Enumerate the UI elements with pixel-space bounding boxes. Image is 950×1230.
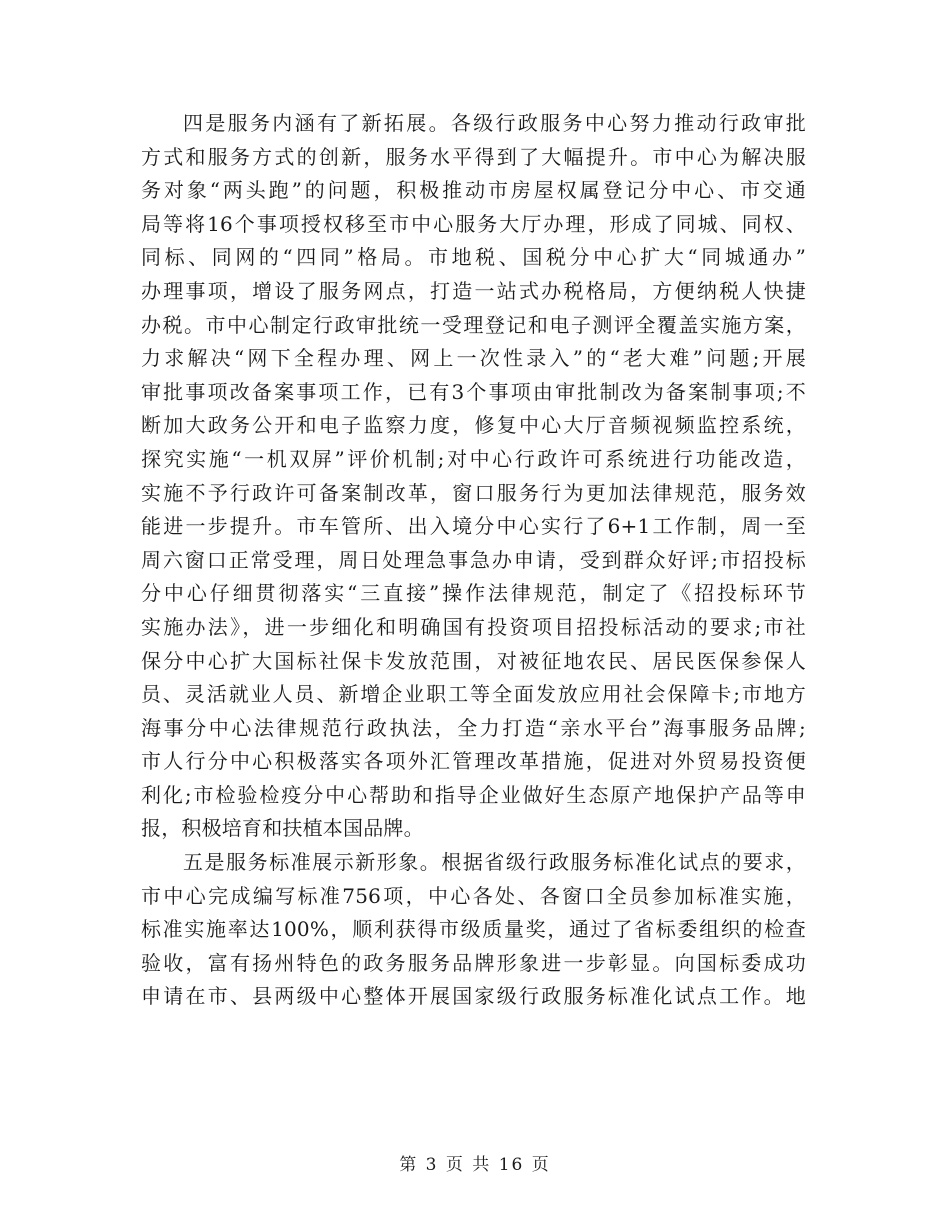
paragraph-line: 员、灵活就业人员、新增企业职工等全面发放应用社会保障卡;市地方: [141, 682, 806, 707]
paragraph-line: 五是服务标准展示新形象。根据省级行政服务标准化试点的要求，: [183, 850, 806, 875]
paragraph-line: 务对象“两头跑”的问题，积极推动市房屋权属登记分中心、市交通: [141, 178, 806, 203]
page-number-footer: 第 3 页 共 16 页: [399, 1155, 551, 1175]
paragraph-line: 断加大政务公开和电子监察力度，修复中心大厅音频视频监控系统，: [141, 413, 806, 438]
paragraph-line: 审批事项改备案事项工作，已有3个事项由审批制改为备案制事项;不: [141, 379, 806, 404]
paragraph-line: 力求解决“网下全程办理、网上一次性录入”的“老大难”问题;开展: [141, 346, 806, 371]
paragraph-line: 能进一步提升。市车管所、出入境分中心实行了6+1工作制，周一至: [141, 514, 806, 539]
paragraph-line: 探究实施“一机双屏”评价机制;对中心行政许可系统进行功能改造，: [141, 446, 806, 471]
paragraph-line: 实施不予行政许可备案制改革，窗口服务行为更加法律规范，服务效: [141, 480, 806, 505]
paragraph-line: 局等将16个事项授权移至市中心服务大厅办理，形成了同城、同权、: [141, 211, 806, 236]
paragraph-line: 分中心仔细贯彻落实“三直接”操作法律规范，制定了《招投标环节: [141, 581, 806, 606]
paragraph-line: 周六窗口正常受理，周日处理急事急办申请，受到群众好评;市招投标: [141, 547, 806, 572]
paragraph-line: 同标、同网的“四同”格局。市地税、国税分中心扩大“同城通办”: [141, 245, 806, 270]
paragraph-line: 报，积极培育和扶植本国品牌。: [141, 816, 424, 841]
paragraph-line: 市中心完成编写标准756项，中心各处、各窗口全员参加标准实施，: [141, 883, 806, 908]
paragraph-line: 利化;市检验检疫分中心帮助和指导企业做好生态原产地保护产品等申: [141, 782, 806, 807]
paragraph-line: 海事分中心法律规范行政执法，全力打造“亲水平台”海事服务品牌;: [141, 715, 806, 740]
paragraph-line: 验收，富有扬州特色的政务服务品牌形象进一步彰显。向国标委成功: [141, 950, 806, 975]
paragraph-line: 保分中心扩大国标社保卡发放范围，对被征地农民、居民医保参保人: [141, 648, 806, 673]
paragraph-line: 办税。市中心制定行政审批统一受理登记和电子测评全覆盖实施方案，: [141, 312, 806, 337]
paragraph-line: 四是服务内涵有了新拓展。各级行政服务中心努力推动行政审批: [183, 111, 806, 135]
paragraph-line: 办理事项，增设了服务网点，打造一站式办税格局，方便纳税人快捷: [141, 278, 806, 303]
paragraph-line: 申请在市、县两级中心整体开展国家级行政服务标准化试点工作。地: [141, 984, 806, 1009]
body-text: [141, 107, 806, 1014]
paragraph-line: 实施办法》，进一步细化和明确国有投资项目招投标活动的要求;市社: [141, 614, 806, 639]
paragraph-line: 标准实施率达100%，顺利获得市级质量奖，通过了省标委组织的检查: [141, 917, 806, 942]
paragraph-line: 市人行分中心积极落实各项外汇管理改革措施，促进对外贸易投资便: [141, 749, 806, 774]
paragraph-line: 方式和服务方式的创新，服务水平得到了大幅提升。市中心为解决服: [141, 144, 806, 169]
